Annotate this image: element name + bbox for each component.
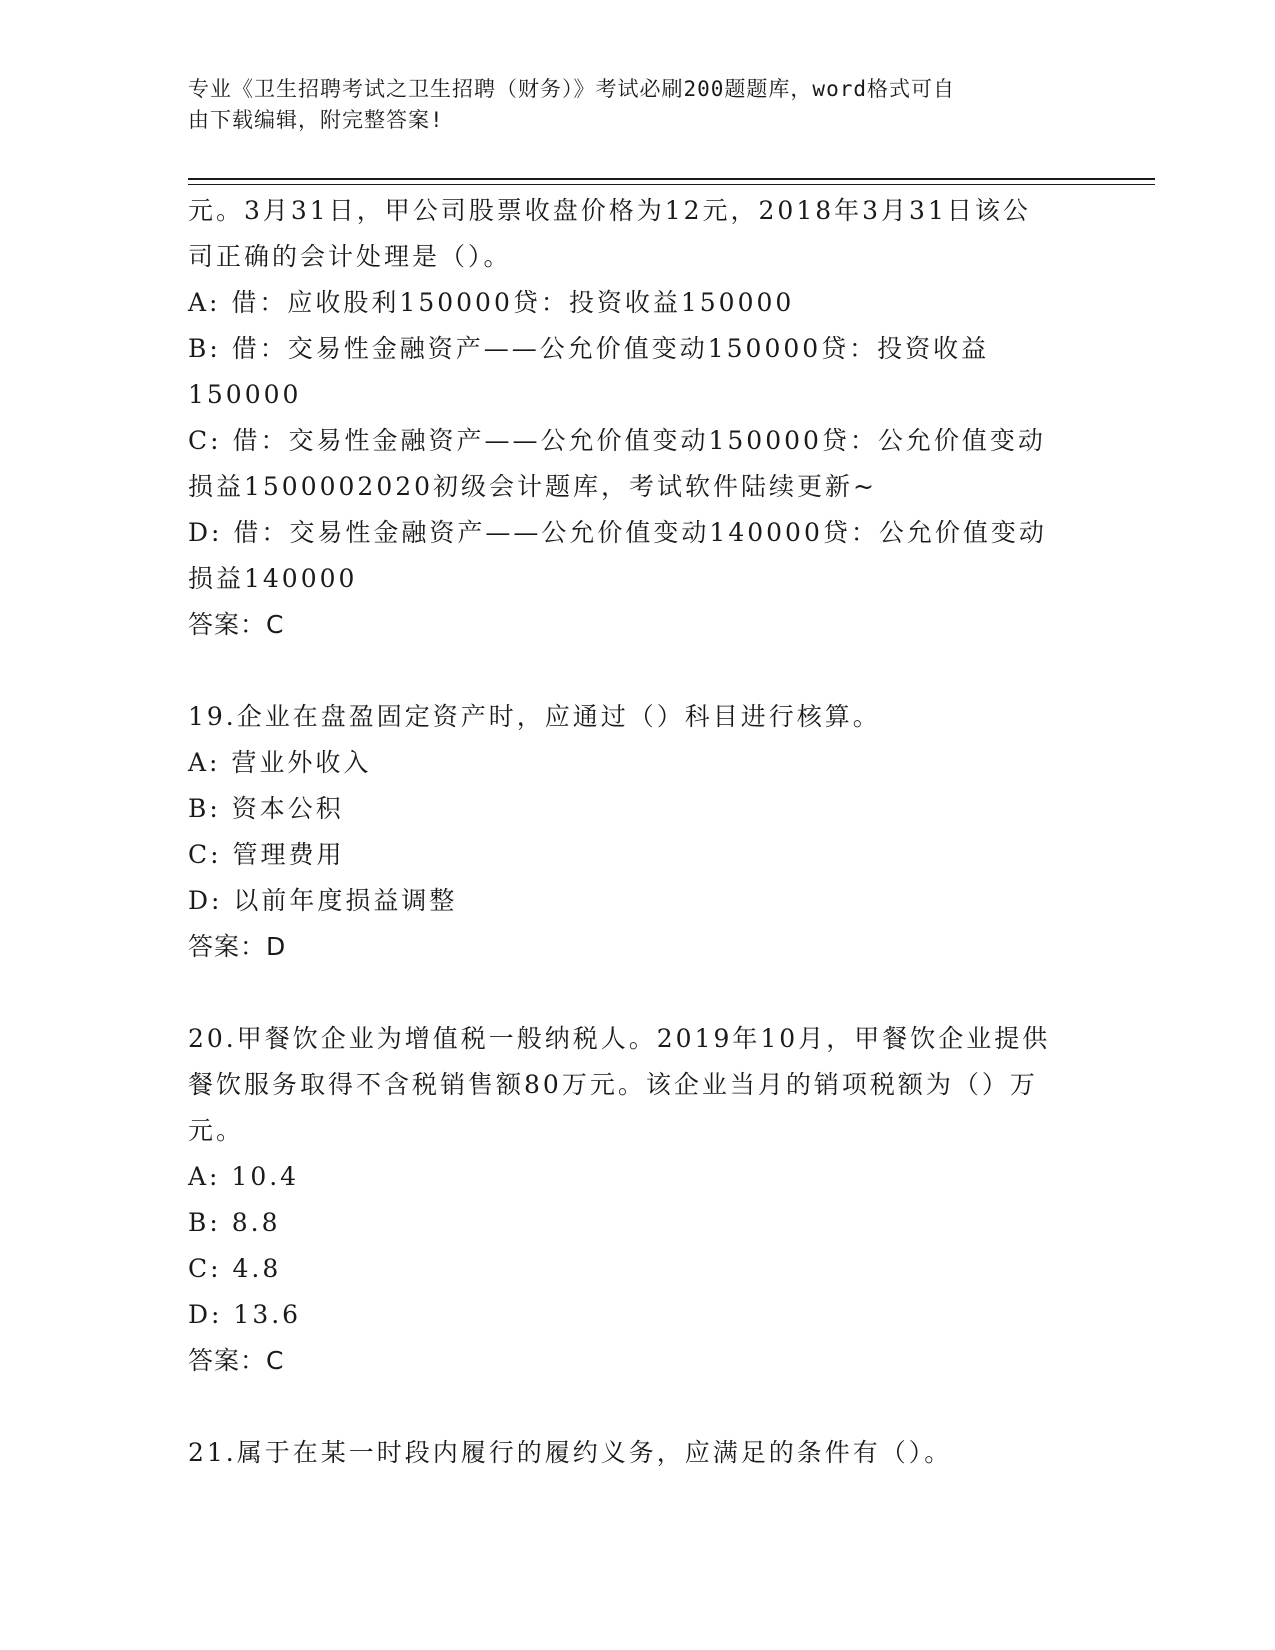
header-divider-thick: [188, 178, 1155, 180]
option-d: D: 借：交易性金融资产——公允价值变动140000贷：公允价值变动: [188, 518, 1047, 547]
spacer: [188, 648, 1088, 694]
question-text: 司正确的会计处理是（）。: [188, 242, 512, 271]
option-c: C: 借：交易性金融资产——公允价值变动150000贷：公允价值变动: [188, 426, 1046, 455]
question-18: [188, 188, 1088, 648]
option-b: B: 借：交易性金融资产——公允价值变动150000贷：投资收益: [188, 334, 990, 363]
question-text: 餐饮服务取得不含税销售额80万元。该企业当月的销项税额为（）万: [188, 1070, 1038, 1099]
spacer: [188, 1384, 1088, 1430]
option-d: D: 以前年度损益调整: [188, 886, 458, 915]
option-d-continued: 损益140000: [188, 564, 358, 593]
option-d: D: 13.6: [188, 1300, 302, 1329]
question-20: [188, 1016, 1088, 1384]
question-19: [188, 694, 1088, 970]
answer: 答案：D: [188, 932, 287, 961]
option-a: A: 借：应收股利150000贷：投资收益150000: [188, 288, 795, 317]
question-content: [188, 188, 1088, 1476]
question-text: 19.企业在盘盈固定资产时，应通过（）科目进行核算。: [188, 702, 881, 731]
answer: 答案：C: [188, 1346, 285, 1375]
option-b-continued: 150000: [188, 380, 302, 409]
option-a: A: 营业外收入: [188, 748, 372, 777]
spacer: [188, 970, 1088, 1016]
question-text: 21.属于在某一时段内履行的履约义务，应满足的条件有（）。: [188, 1438, 953, 1467]
option-c: C: 4.8: [188, 1254, 282, 1283]
option-c: C: 管理费用: [188, 840, 345, 869]
question-text: 20.甲餐饮企业为增值税一般纳税人。2019年10月，甲餐饮企业提供: [188, 1024, 1051, 1053]
answer: 答案：C: [188, 610, 285, 639]
option-a: A: 10.4: [188, 1162, 300, 1191]
option-c-continued: 损益1500002020初级会计题库，考试软件陆续更新~: [188, 472, 878, 501]
header-divider-thin: [188, 184, 1155, 185]
header-line-2: 由下载编辑，附完整答案!: [188, 108, 444, 132]
document-header: [188, 74, 1088, 136]
option-b: B: 8.8: [188, 1208, 281, 1237]
question-text: 元。3月31日，甲公司股票收盘价格为12元，2018年3月31日该公: [188, 196, 1031, 225]
header-line-1: 专业《卫生招聘考试之卫生招聘（财务）》考试必刷200题题库，word格式可自: [188, 77, 955, 101]
question-text: 元。: [188, 1116, 245, 1145]
question-21: [188, 1430, 1088, 1476]
option-b: B: 资本公积: [188, 794, 344, 823]
